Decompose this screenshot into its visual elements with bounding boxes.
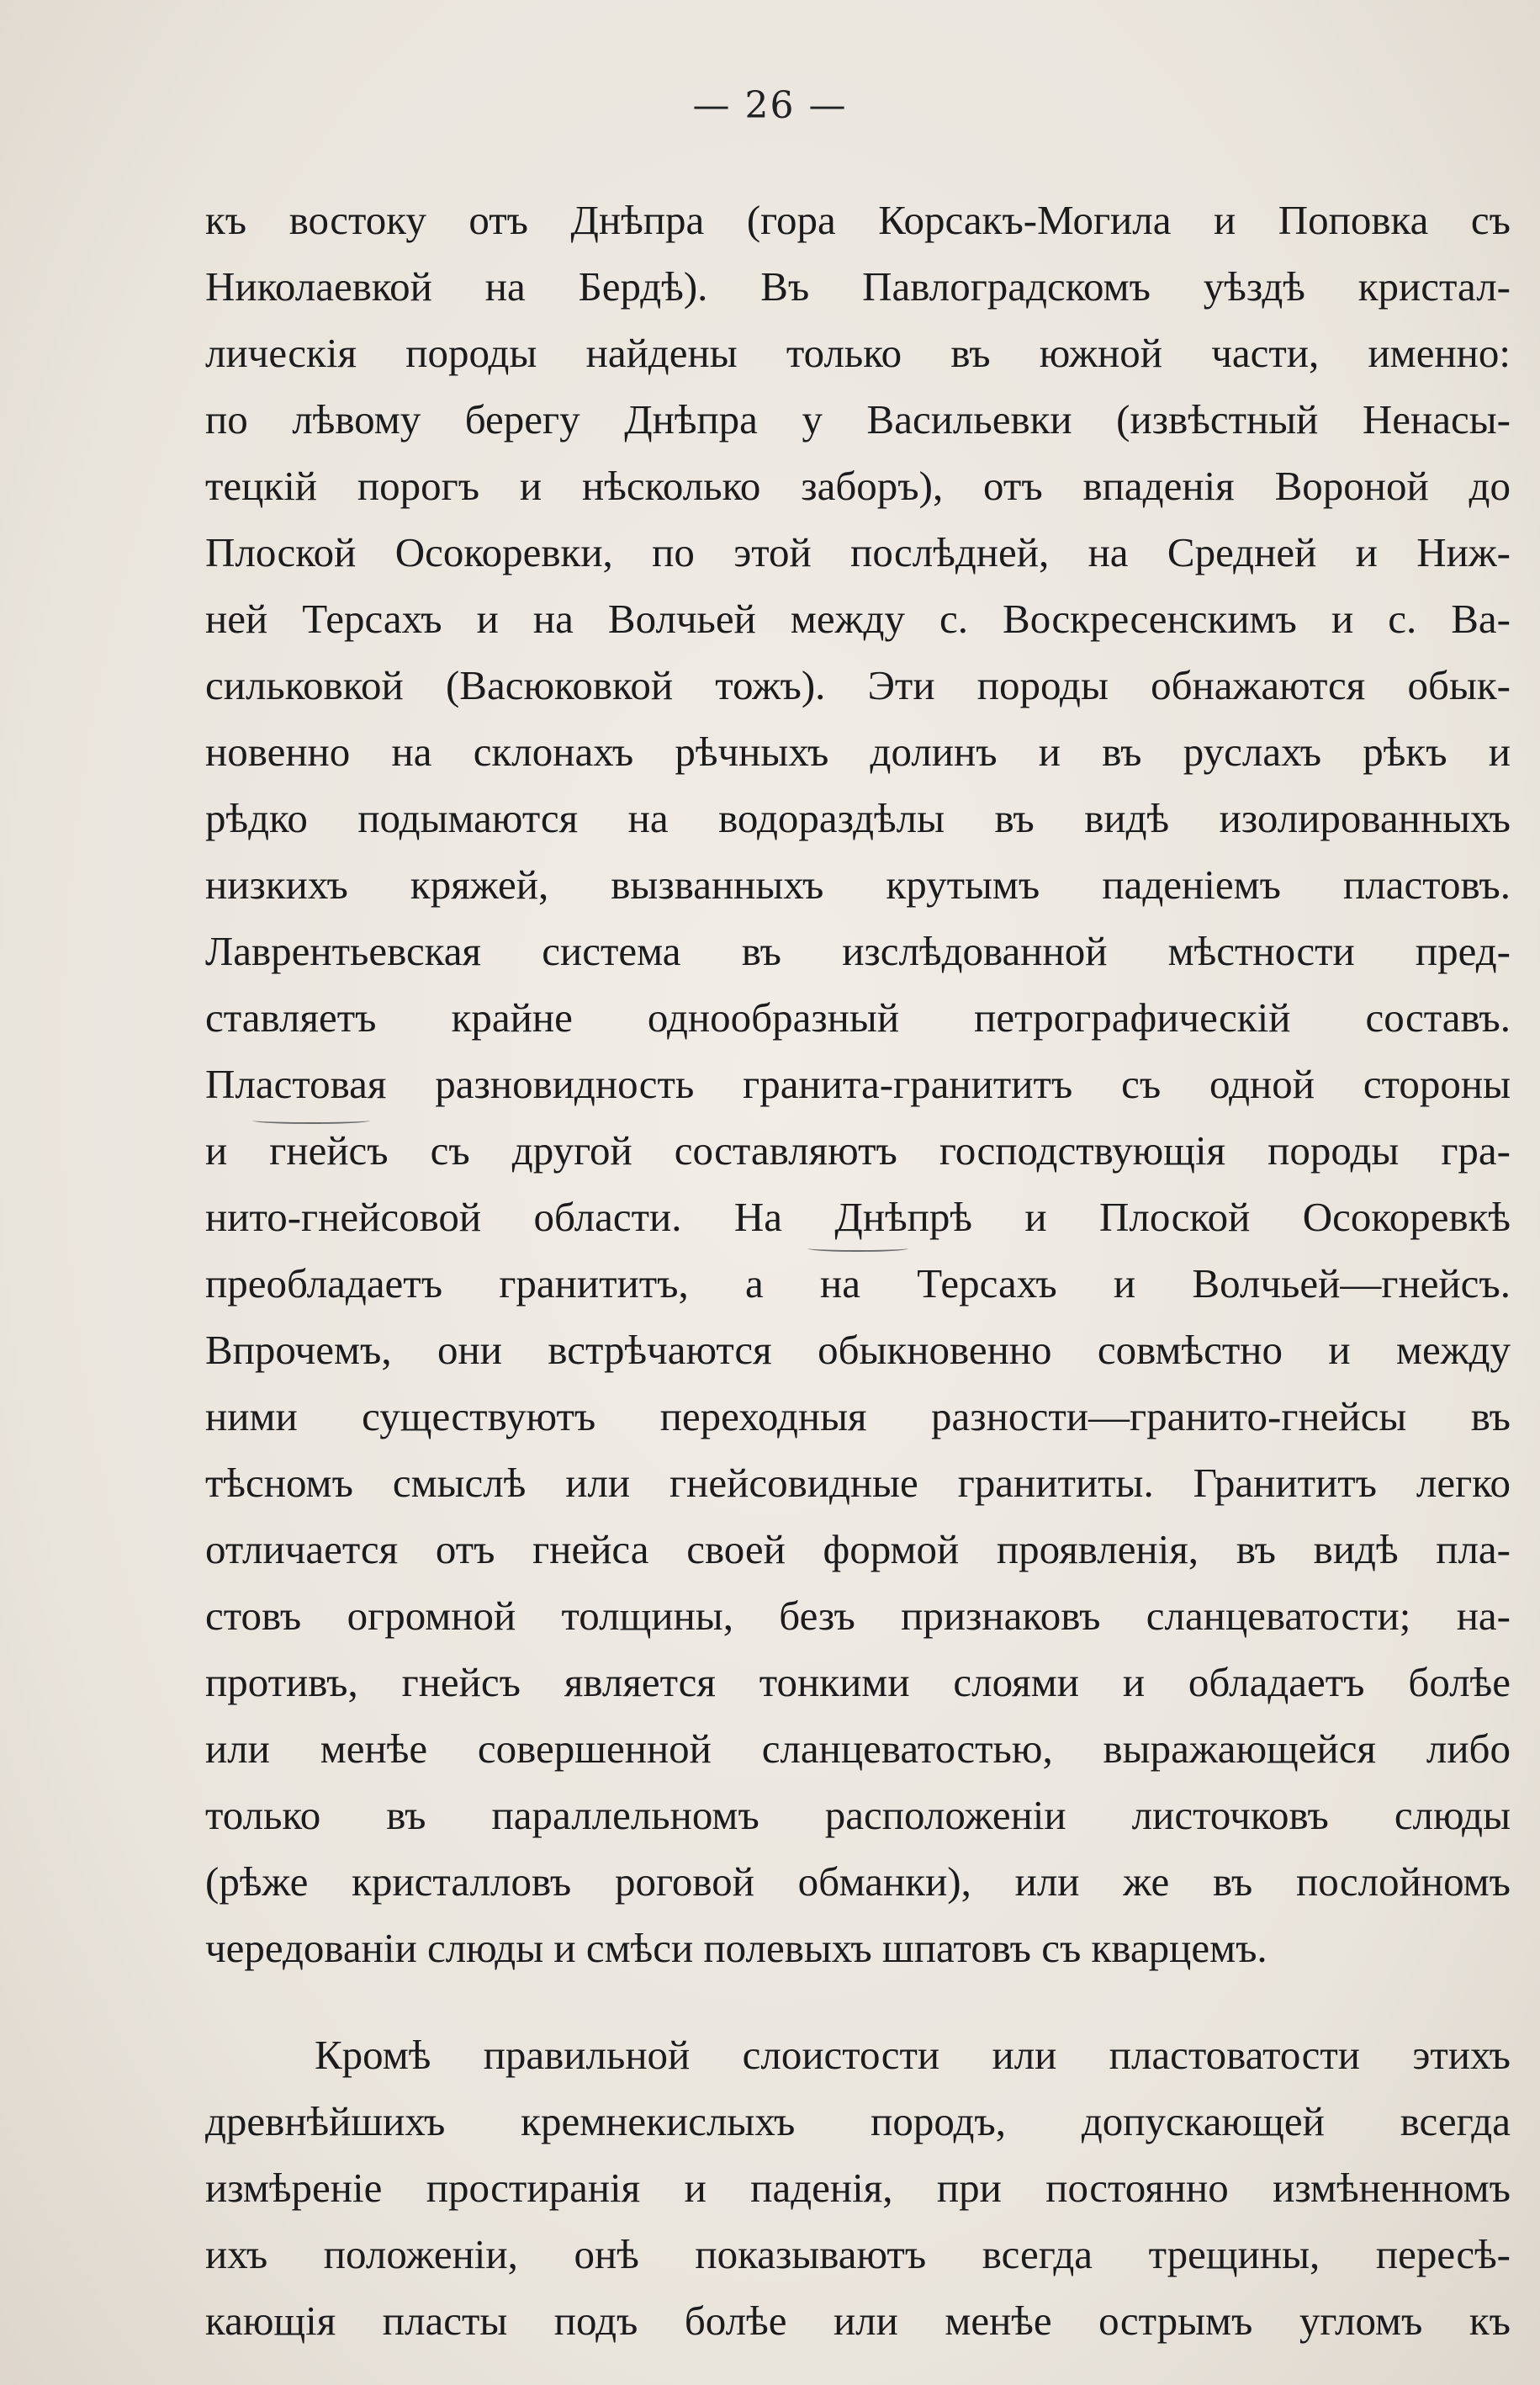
text-line: нито-гнейсовой области. На Днѣпрѣ и Плоской Осокоревкѣ — [205, 1194, 1511, 1240]
text-line: чередованіи слюды и смѣси полевыхъ шпатовъ съ кварцемъ. — [205, 1925, 1267, 1971]
text-line: только въ параллельномъ расположеніи листочковъ слюды — [205, 1792, 1511, 1838]
text-line: Впрочемъ, они встрѣчаются обыкновенно совмѣстно и между — [205, 1327, 1511, 1373]
text-line: Плоской Осокоревки, по этой послѣдней, на Средней и Ниж- — [205, 529, 1511, 575]
text-line: тѣсномъ смыслѣ или гнейсовидные гранититы. Гранититъ легко — [205, 1460, 1511, 1506]
text-line: рѣдко подымаются на водораздѣлы въ видѣ изолированныхъ — [205, 795, 1511, 841]
pencil-underline-mark — [252, 1117, 370, 1124]
body-text — [205, 187, 1511, 2354]
text-line: тецкій порогъ и нѣсколько заборъ), отъ впаденія Вороной до — [205, 463, 1511, 509]
text-line: ними существуютъ переходныя разности—гранито-гнейсы въ — [205, 1393, 1511, 1439]
text-line: ставляетъ крайне однообразный петрографическій составъ. — [205, 994, 1511, 1041]
text-line: измѣреніе простиранія и паденія, при постоянно измѣненномъ — [205, 2165, 1511, 2211]
paragraph-2 — [205, 2022, 1511, 2354]
text-line: лическія породы найдены только въ южной части, именно: — [205, 330, 1511, 376]
text-line: Пластовая разновидность гранита-гранититъ съ одной стороны — [205, 1061, 1511, 1107]
text-line: къ востоку отъ Днѣпра (гора Корсакъ-Могила и Поповка съ — [205, 197, 1511, 243]
paragraph-1 — [205, 187, 1511, 1981]
text-line: преобладаетъ гранититъ, а на Терсахъ и Волчьей—гнейсъ. — [205, 1260, 1511, 1306]
paragraph-gap — [205, 1981, 1511, 2022]
text-line: отличается отъ гнейса своей формой проявленія, въ видѣ пла- — [205, 1526, 1511, 1572]
text-line: (рѣже кристалловъ роговой обманки), или же въ послойномъ — [205, 1858, 1511, 1905]
text-line: древнѣйшихъ кремнекислыхъ породъ, допускающей всегда — [205, 2098, 1511, 2144]
text-line: ихъ положеніи, онѣ показываютъ всегда трещины, пересѣ- — [205, 2231, 1511, 2277]
text-line: Николаевкой на Бердѣ). Въ Павлоградскомъ уѣздѣ кристал- — [205, 263, 1511, 310]
text-line: Лаврентьевская система въ изслѣдованной мѣстности пред- — [205, 928, 1511, 974]
text-line: кающія пласты подъ болѣе или менѣе острымъ угломъ къ — [205, 2298, 1511, 2344]
text-line: низкихъ кряжей, вызванныхъ крутымъ паденіемъ пластовъ. — [205, 861, 1511, 908]
pencil-underline-mark — [807, 1245, 908, 1252]
text-line: новенно на склонахъ рѣчныхъ долинъ и въ руслахъ рѣкъ и — [205, 729, 1511, 775]
text-line: или менѣе совершенной сланцеватостью, выражающейся либо — [205, 1725, 1511, 1772]
text-line: сильковкой (Васюковкой тожъ). Эти породы обнажаются обык- — [205, 662, 1511, 708]
page-number: — 26 — — [692, 84, 848, 127]
text-line: и гнейсъ съ другой составляютъ господствующія породы гра- — [205, 1127, 1511, 1174]
text-line: Кромѣ правильной слоистости или пластоватости этихъ — [315, 2032, 1511, 2078]
text-line: противъ, гнейсъ является тонкими слоями и обладаетъ болѣе — [205, 1659, 1511, 1705]
text-line: ней Терсахъ и на Волчьей между с. Воскресенскимъ и с. Ва- — [205, 596, 1511, 642]
text-line: стовъ огромной толщины, безъ признаковъ сланцеватости; на- — [205, 1593, 1511, 1639]
text-line: по лѣвому берегу Днѣпра у Васильевки (извѣстный Ненасы- — [205, 396, 1511, 443]
